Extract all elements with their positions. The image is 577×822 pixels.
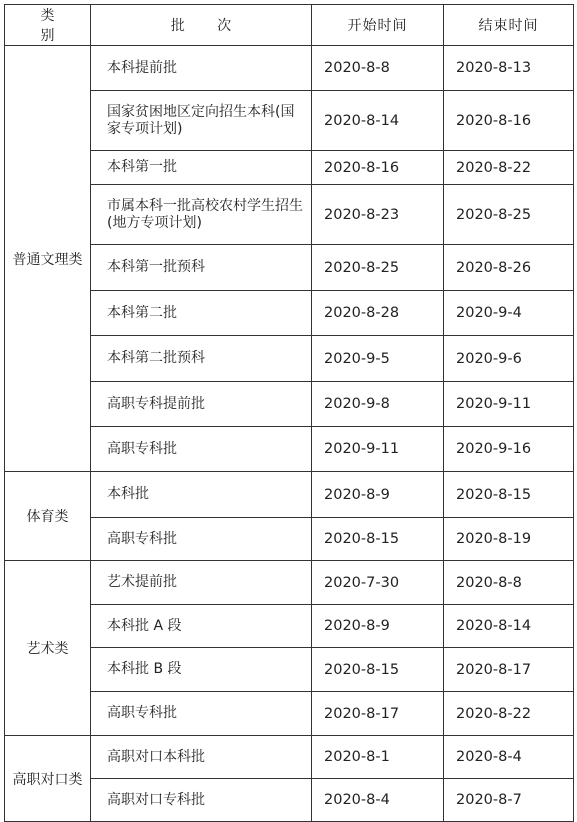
batch-cell: 高职对口本科批 bbox=[91, 736, 312, 779]
end-date-cell: 2020-8-16 bbox=[444, 91, 574, 151]
start-date-cell: 2020-8-9 bbox=[312, 605, 444, 648]
header-end-time: 结束时间 bbox=[444, 5, 574, 46]
start-date-cell: 2020-8-14 bbox=[312, 91, 444, 151]
header-start-time: 开始时间 bbox=[312, 5, 444, 46]
batch-cell: 本科批 bbox=[91, 472, 312, 518]
batch-cell: 市属本科一批高校农村学生招生(地方专项计划) bbox=[91, 185, 312, 245]
end-date-cell: 2020-8-19 bbox=[444, 518, 574, 561]
table-row bbox=[5, 779, 574, 822]
start-date-cell: 2020-9-5 bbox=[312, 336, 444, 382]
table-row bbox=[5, 245, 574, 291]
batch-cell: 高职专科批 bbox=[91, 692, 312, 736]
batch-cell: 本科第一批 bbox=[91, 151, 312, 185]
category-cell: 普通文理类 bbox=[5, 46, 91, 472]
table-row bbox=[5, 648, 574, 692]
end-date-cell: 2020-8-14 bbox=[444, 605, 574, 648]
start-date-cell: 2020-9-8 bbox=[312, 382, 444, 427]
batch-cell: 高职专科提前批 bbox=[91, 382, 312, 427]
end-date-cell: 2020-9-6 bbox=[444, 336, 574, 382]
batch-cell: 本科批 B 段 bbox=[91, 648, 312, 692]
table-row bbox=[5, 736, 574, 779]
batch-cell: 国家贫困地区定向招生本科(国家专项计划) bbox=[91, 91, 312, 151]
table-row bbox=[5, 605, 574, 648]
start-date-cell: 2020-8-9 bbox=[312, 472, 444, 518]
table-row bbox=[5, 561, 574, 605]
batch-cell: 本科第二批 bbox=[91, 291, 312, 336]
batch-cell: 本科提前批 bbox=[91, 46, 312, 91]
category-cell: 体育类 bbox=[5, 472, 91, 561]
header-category: 类 别 bbox=[5, 5, 91, 46]
category-cell: 艺术类 bbox=[5, 561, 91, 736]
batch-cell: 本科第一批预科 bbox=[91, 245, 312, 291]
table-row bbox=[5, 382, 574, 427]
admission-schedule-table bbox=[4, 4, 574, 822]
batch-cell: 高职专科批 bbox=[91, 518, 312, 561]
table-row bbox=[5, 91, 574, 151]
table-row bbox=[5, 291, 574, 336]
batch-cell: 高职专科批 bbox=[91, 427, 312, 472]
start-date-cell: 2020-8-17 bbox=[312, 692, 444, 736]
start-date-cell: 2020-8-15 bbox=[312, 518, 444, 561]
start-date-cell: 2020-8-4 bbox=[312, 779, 444, 822]
batch-cell: 艺术提前批 bbox=[91, 561, 312, 605]
start-date-cell: 2020-8-8 bbox=[312, 46, 444, 91]
start-date-cell: 2020-8-15 bbox=[312, 648, 444, 692]
table-row bbox=[5, 472, 574, 518]
table-row bbox=[5, 336, 574, 382]
start-date-cell: 2020-8-23 bbox=[312, 185, 444, 245]
batch-cell: 本科批 A 段 bbox=[91, 605, 312, 648]
table-row bbox=[5, 46, 574, 91]
start-date-cell: 2020-8-28 bbox=[312, 291, 444, 336]
end-date-cell: 2020-8-7 bbox=[444, 779, 574, 822]
category-cell: 高职对口类 bbox=[5, 736, 91, 822]
end-date-cell: 2020-8-25 bbox=[444, 185, 574, 245]
batch-cell: 本科第二批预科 bbox=[91, 336, 312, 382]
table-row bbox=[5, 518, 574, 561]
start-date-cell: 2020-7-30 bbox=[312, 561, 444, 605]
start-date-cell: 2020-8-1 bbox=[312, 736, 444, 779]
table-row bbox=[5, 427, 574, 472]
start-date-cell: 2020-9-11 bbox=[312, 427, 444, 472]
end-date-cell: 2020-9-11 bbox=[444, 382, 574, 427]
end-date-cell: 2020-8-4 bbox=[444, 736, 574, 779]
end-date-cell: 2020-8-22 bbox=[444, 692, 574, 736]
end-date-cell: 2020-9-4 bbox=[444, 291, 574, 336]
table-body bbox=[5, 46, 574, 822]
batch-cell: 高职对口专科批 bbox=[91, 779, 312, 822]
end-date-cell: 2020-9-16 bbox=[444, 427, 574, 472]
header-batch: 批 次 bbox=[91, 5, 312, 46]
end-date-cell: 2020-8-26 bbox=[444, 245, 574, 291]
end-date-cell: 2020-8-22 bbox=[444, 151, 574, 185]
table-row bbox=[5, 692, 574, 736]
header-row bbox=[5, 5, 574, 46]
start-date-cell: 2020-8-25 bbox=[312, 245, 444, 291]
end-date-cell: 2020-8-17 bbox=[444, 648, 574, 692]
table-row bbox=[5, 185, 574, 245]
table-row bbox=[5, 151, 574, 185]
end-date-cell: 2020-8-15 bbox=[444, 472, 574, 518]
end-date-cell: 2020-8-13 bbox=[444, 46, 574, 91]
start-date-cell: 2020-8-16 bbox=[312, 151, 444, 185]
end-date-cell: 2020-8-8 bbox=[444, 561, 574, 605]
